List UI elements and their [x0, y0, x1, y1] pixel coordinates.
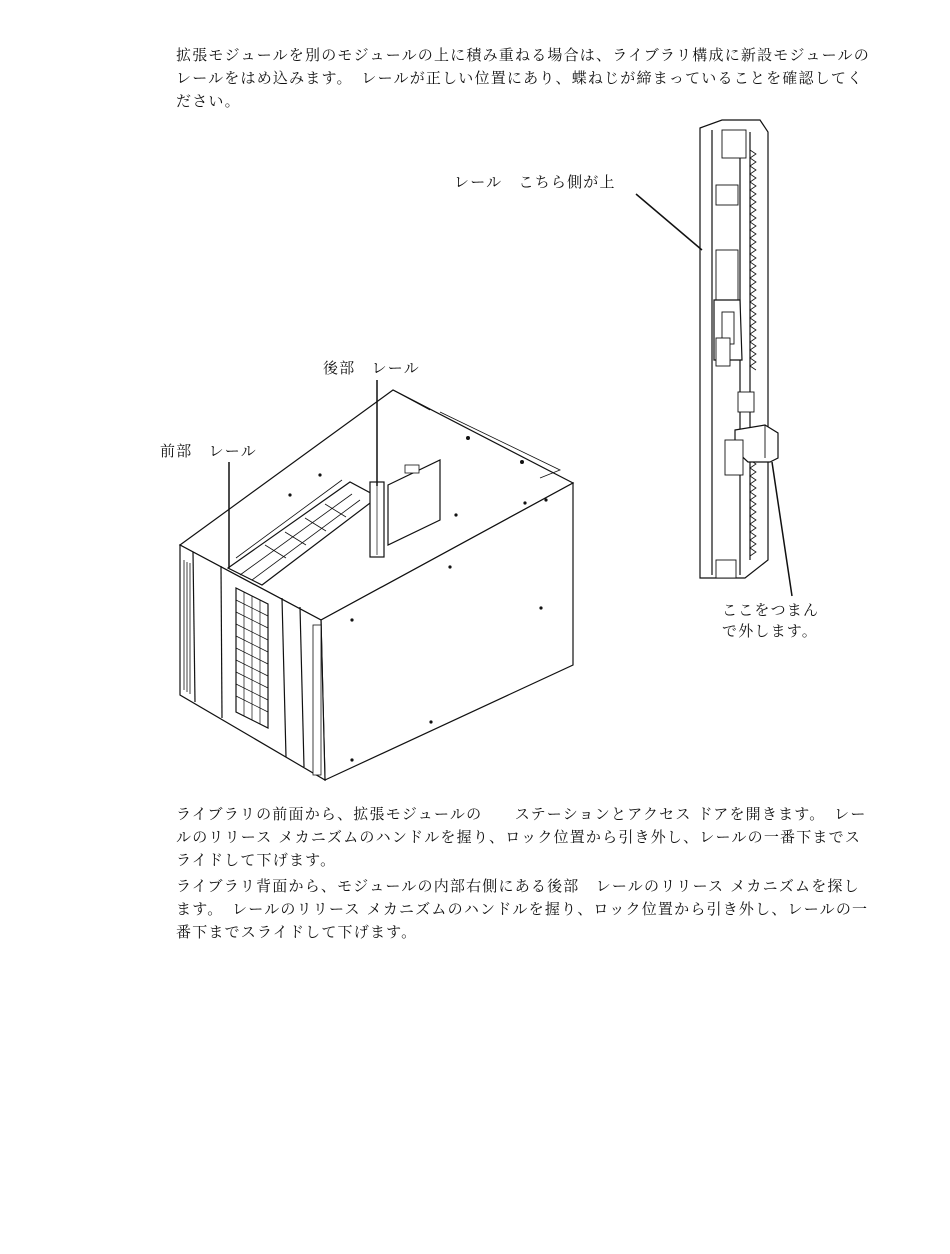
rail-top-label: レール こちら側が上	[454, 173, 616, 191]
rear-rail-label: 後部 レール	[323, 359, 420, 377]
intro-paragraph: 拡張モジュールを別のモジュールの上に積み重ねる場合は、ライブラリ構成に新設モジュールの レールをはめ込みます。 レールが正しい位置にあり、蝶ねじが締まっていることを確認してください。	[176, 46, 893, 110]
front-rail-label: 前部 レール	[160, 442, 257, 460]
rail-drawing	[700, 120, 778, 578]
step-paragraph-1: ライブラリの前面から、拡張モジュールの ステーションとアクセス ドアを開きます。 レールのリリース メカニズムのハンドルを握り、ロック位置から引き外し、レールの一番下までスライドして下げます。	[176, 805, 867, 869]
step-paragraph-2: ライブラリ背面から、モジュールの内部右側にある後部 レールのリリース メカニズムを探します。 レールのリリース メカニズムのハンドルを握り、ロック位置から引き外し、レールの一番下までスライドして下げます。	[176, 877, 869, 941]
pinch-label-line1: ここをつまん	[722, 601, 820, 619]
rail-top-pointer-line	[636, 194, 702, 250]
pinch-pointer-line	[772, 462, 792, 596]
pinch-label-line2: で外します。	[722, 622, 819, 640]
